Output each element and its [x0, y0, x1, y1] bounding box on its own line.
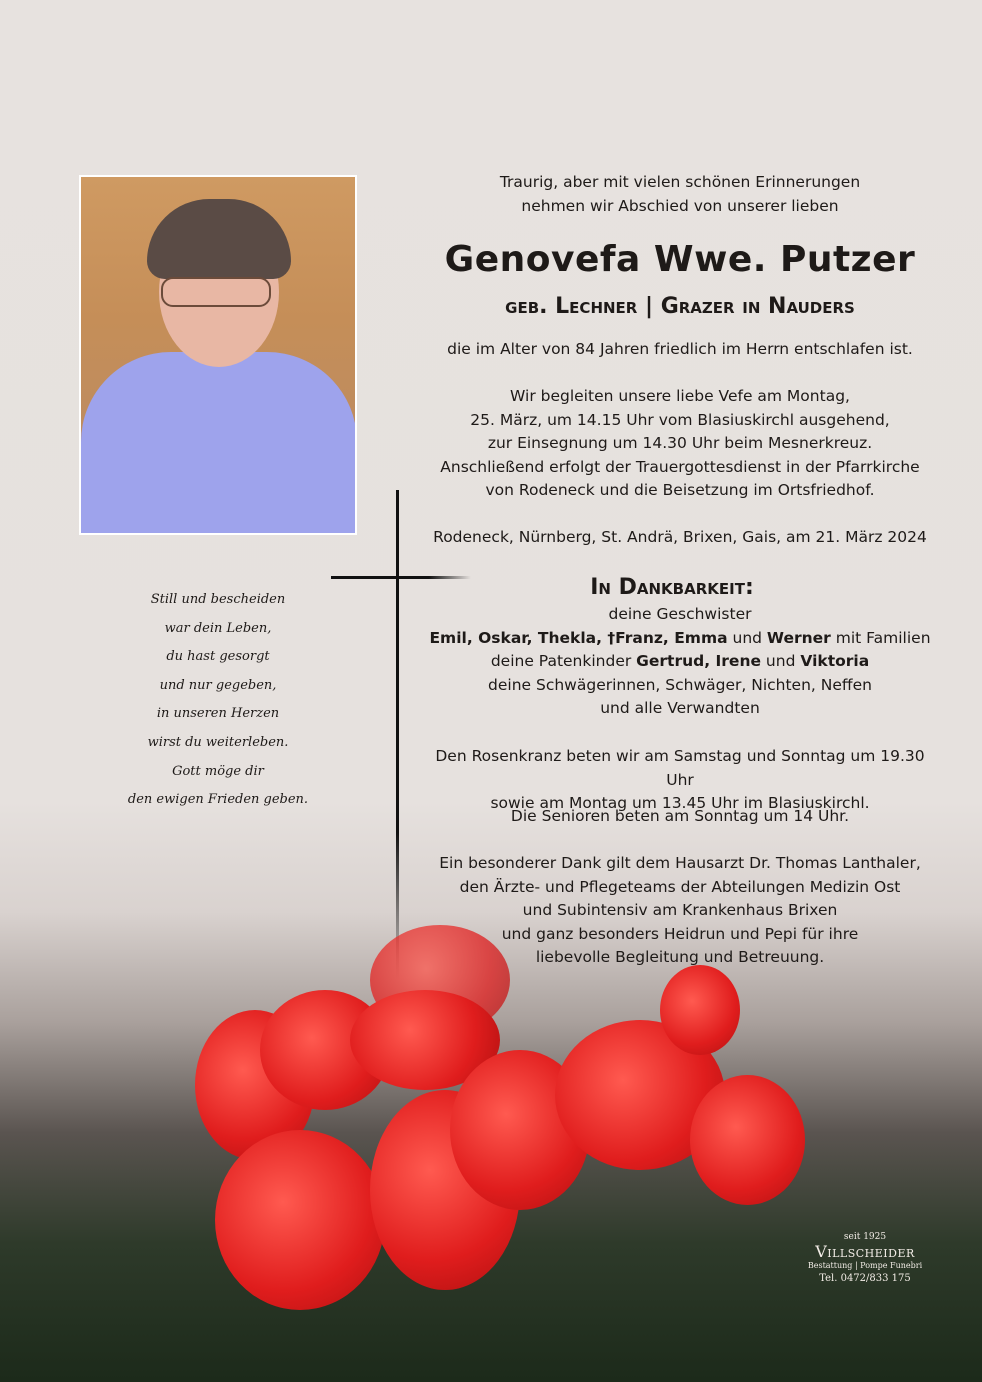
family-list — [420, 603, 940, 721]
funeral-info — [420, 385, 940, 503]
family-line: deine Schwägerinnen, Schwäger, Nichten, Neffen — [488, 675, 872, 694]
rosary-line: sowie am Montag um 13.45 Uhr im Blasiuskirchl. — [490, 794, 870, 812]
gratitude-line: Ein besonderer Dank gilt dem Hausarzt Dr. Thomas Lanthaler, — [439, 854, 921, 872]
thanks-heading: In Dankbarkeit: — [590, 575, 754, 600]
intro-line: nehmen wir Abschied von unserer lieben — [521, 196, 839, 215]
seniors-info: Die Senioren beten am Sonntag um 14 Uhr. — [510, 807, 850, 825]
deceased-name: Genovefa Wwe. Putzer — [444, 239, 916, 280]
flower — [690, 1075, 805, 1205]
gratitude-line: den Ärzte- und Pflegeteams der Abteilungen Medizin Ost — [459, 877, 901, 896]
poem — [118, 586, 318, 815]
logo-since: seit 1925 — [843, 1232, 887, 1242]
poem-line: den ewigen Frieden geben. — [127, 792, 309, 808]
family-line: deine Geschwister — [608, 605, 752, 623]
poem-line: Still und bescheiden — [150, 592, 286, 607]
funeral-home-logo — [790, 1232, 940, 1284]
godchild-name: Viktoria — [800, 652, 870, 670]
family-suffix: mit Familien — [830, 628, 931, 647]
gratitude — [420, 852, 940, 970]
portrait-photo — [79, 175, 357, 535]
funeral-line: Anschließend erfolgt der Trauergottesdienst in der Pfarrkirche — [440, 457, 920, 476]
poem-line: wirst du weiterleben. — [147, 734, 289, 750]
logo-name: Villscheider — [815, 1242, 915, 1261]
intro — [420, 171, 940, 218]
poem-line: in unseren Herzen — [156, 706, 280, 722]
place-date: Rodeneck, Nürnberg, St. Andrä, Brixen, Gais, am 21. März 2024 — [433, 528, 927, 546]
funeral-line: 25. März, um 14.15 Uhr vom Blasiuskirchl ausgehend, — [470, 410, 890, 429]
gratitude-line: liebevolle Begleitung und Betreuung. — [535, 948, 825, 966]
photo-glasses — [161, 277, 271, 307]
cross-vertical — [396, 490, 399, 980]
godchildren-names: Gertrud, Irene — [636, 652, 761, 670]
family-line: und alle Verwandten — [600, 699, 760, 717]
siblings-names: Emil, Oskar, Thekla, †Franz, Emma — [429, 628, 728, 647]
conjunction: und — [761, 652, 801, 670]
family-line — [420, 650, 940, 674]
funeral-line: von Rodeneck und die Beisetzung im Ortsfriedhof. — [485, 481, 875, 499]
poem-line: Gott möge dir — [172, 763, 264, 779]
sibling-name: Werner — [766, 628, 831, 647]
conjunction: und — [727, 628, 767, 647]
age-line: die im Alter von 84 Jahren friedlich im Herrn entschlafen ist. — [447, 340, 913, 358]
family-line — [420, 627, 940, 651]
flower — [660, 965, 740, 1055]
gratitude-line: und Subintensiv am Krankenhaus Brixen — [522, 901, 838, 919]
deceased-subtitle: geb. Lechner | Grazer in Nauders — [505, 294, 855, 319]
photo-hair — [147, 199, 291, 279]
gratitude-line: und ganz besonders Heidrun und Pepi für ihre — [501, 924, 859, 943]
funeral-line: Wir begleiten unsere liebe Vefe am Montag, — [510, 387, 850, 405]
intro-line: Traurig, aber mit vielen schönen Erinnerungen — [499, 173, 861, 191]
photo-shirt — [81, 352, 357, 535]
poem-line: du hast gesorgt — [166, 649, 270, 665]
flower — [215, 1130, 385, 1310]
logo-tagline: Bestattung | Pompe Funebri — [807, 1261, 923, 1270]
rosary-line: Den Rosenkranz beten wir am Samstag und Sonntag um 19.30 Uhr — [435, 747, 925, 789]
funeral-line: zur Einsegnung um 14.30 Uhr beim Mesnerkreuz. — [487, 434, 873, 452]
poem-line: und nur gegeben, — [159, 677, 277, 693]
godchildren-label: deine Patenkinder — [490, 652, 637, 670]
logo-phone: Tel. 0472/833 175 — [819, 1273, 911, 1284]
poem-line: war dein Leben, — [164, 620, 272, 636]
